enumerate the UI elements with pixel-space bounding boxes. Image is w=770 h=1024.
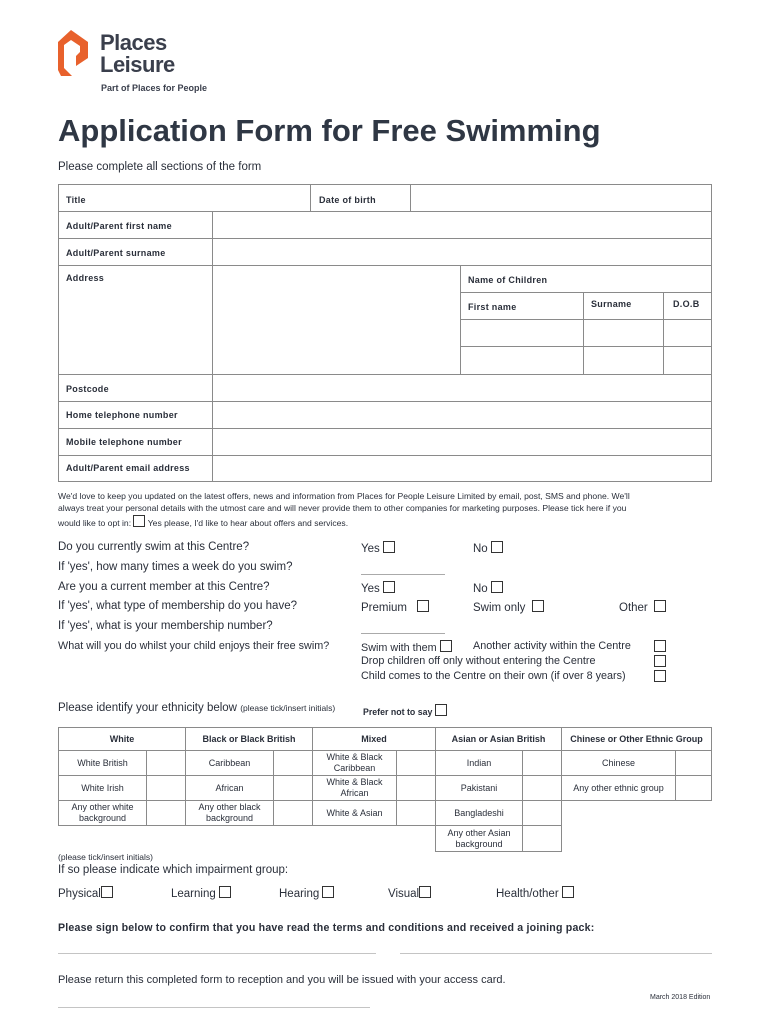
q3-no-checkbox[interactable] — [491, 581, 503, 593]
swim-only-text: Swim only — [473, 602, 526, 614]
eth-chinese: Chinese — [561, 750, 676, 776]
premium-label — [361, 600, 429, 614]
eth-bangladeshi: Bangladeshi — [435, 800, 523, 826]
mobile-tel-field[interactable] — [214, 430, 710, 454]
eth-other-black: Any other black background — [185, 800, 274, 826]
label-postcode: Postcode — [66, 384, 109, 394]
eth-mixed-wba-box[interactable] — [396, 775, 436, 801]
marketing-text-3 — [58, 515, 348, 528]
signature-line[interactable] — [58, 953, 376, 954]
dob-field[interactable] — [412, 186, 710, 210]
eth-header-asian: Asian or Asian British — [435, 727, 562, 751]
page-title: Application Form for Free Swimming — [58, 113, 601, 148]
eth-white-british-box[interactable] — [146, 750, 186, 776]
q1-no-label — [473, 541, 503, 555]
opt-own-label: Child comes to the Centre on their own (if over 8 years) — [361, 670, 626, 682]
eth-indian: Indian — [435, 750, 523, 776]
opt-swim-text: Swim with them — [361, 642, 437, 654]
hearing-checkbox[interactable] — [322, 886, 334, 898]
ethnicity-prompt — [58, 702, 335, 714]
eth-indian-box[interactable] — [522, 750, 562, 776]
q1-yes-label — [361, 541, 395, 555]
label-child-surname: Surname — [591, 299, 632, 309]
logo-line1: Places — [100, 30, 167, 55]
q3-yes-text: Yes — [361, 583, 380, 595]
opt-activity-label: Another activity within the Centre — [473, 640, 631, 652]
q1-no-checkbox[interactable] — [491, 541, 503, 553]
q1-yes-text: Yes — [361, 543, 380, 555]
date-line[interactable] — [400, 953, 712, 954]
logo-line2: Leisure — [100, 52, 175, 77]
marketing-text-2: always treat your personal details with the utmost care and will never provide them to other companies for marketing purposes. Please tick here if you — [58, 503, 627, 513]
q-swim-centre: Do you currently swim at this Centre? — [58, 541, 250, 553]
eth-other-asian: Any other Asian background — [435, 825, 523, 852]
times-week-input[interactable] — [361, 574, 445, 575]
edition-text: March 2018 Edition — [650, 994, 711, 1001]
eth-bangladeshi-box[interactable] — [522, 800, 562, 826]
opt-swim-checkbox[interactable] — [440, 640, 452, 652]
eth-chinese-box[interactable] — [675, 750, 712, 776]
label-title: Title — [66, 195, 86, 205]
email-field[interactable] — [214, 457, 710, 481]
eth-other-white-box[interactable] — [146, 800, 186, 826]
prefer-not-text: Prefer not to say — [363, 707, 433, 717]
visual-text: Visual — [388, 888, 420, 900]
label-dob: Date of birth — [319, 195, 376, 205]
q-member: Are you a current member at this Centre? — [58, 581, 270, 593]
opt-in-checkbox[interactable] — [133, 515, 145, 527]
places-logo-icon — [58, 28, 92, 78]
label-surname: Adult/Parent surname — [66, 248, 166, 258]
other-text: Other — [619, 602, 648, 614]
q1-no-text: No — [473, 543, 488, 555]
eth-mixed-wa-box[interactable] — [396, 800, 436, 826]
eth-mixed-wbc: White & Black Caribbean — [312, 750, 397, 776]
prefer-not-checkbox[interactable] — [435, 704, 447, 716]
q3-no-label — [473, 581, 503, 595]
return-instruction: Please return this completed form to reception and you will be issued with your access card. — [58, 974, 506, 986]
opt-activity-checkbox[interactable] — [654, 640, 666, 652]
marketing-opt-in-label: would like to opt in: — [58, 518, 132, 528]
eth-header-black: Black or Black British — [185, 727, 313, 751]
visual-checkbox[interactable] — [419, 886, 431, 898]
bottom-line — [58, 1007, 370, 1008]
marketing-opt-in-text: Yes please, I'd like to hear about offers and services. — [147, 518, 349, 528]
label-address: Address — [66, 273, 105, 283]
opt-swim-label — [361, 640, 452, 654]
address-field[interactable] — [214, 267, 458, 373]
q3-yes-label — [361, 581, 395, 595]
other-checkbox[interactable] — [654, 600, 666, 612]
eth-mixed-wa: White & Asian — [312, 800, 397, 826]
q-times-week: If 'yes', how many times a week do you swim? — [58, 561, 293, 573]
impairment-hearing — [279, 886, 334, 900]
eth-pakistani: Pakistani — [435, 775, 523, 801]
title-field[interactable] — [212, 186, 308, 210]
eth-other-black-box[interactable] — [273, 800, 313, 826]
opt-drop-checkbox[interactable] — [654, 655, 666, 667]
logo-tagline: Part of Places for People — [101, 83, 208, 93]
marketing-text-1: We'd love to keep you updated on the latest offers, news and information from Places for People Leisure Limited by email, post, SMS and phone. We'll — [58, 491, 630, 501]
premium-checkbox[interactable] — [417, 600, 429, 612]
eth-other-ethnic-box[interactable] — [675, 775, 712, 801]
eth-white-irish: White Irish — [58, 775, 147, 801]
label-children: Name of Children — [468, 275, 548, 285]
prefer-not-label — [363, 704, 447, 717]
eth-caribbean: Caribbean — [185, 750, 274, 776]
opt-own-checkbox[interactable] — [654, 670, 666, 682]
membership-number-input[interactable] — [361, 633, 445, 634]
intro-text: Please complete all sections of the form — [58, 161, 262, 173]
home-tel-field[interactable] — [214, 403, 710, 427]
first-name-field[interactable] — [214, 213, 710, 237]
eth-african: African — [185, 775, 274, 801]
surname-field[interactable] — [214, 240, 710, 264]
label-home-tel: Home telephone number — [66, 410, 178, 420]
physical-text: Physical — [58, 888, 101, 900]
swim-only-label — [473, 600, 544, 614]
health-checkbox[interactable] — [562, 886, 574, 898]
eth-mixed-wbc-box[interactable] — [396, 750, 436, 776]
ethnicity-hint: (please tick/insert initials) — [240, 703, 336, 713]
q-membership-type: If 'yes', what type of membership do you have? — [58, 600, 297, 612]
q-free-swim-activity: What will you do whilst your child enjoys their free swim? — [58, 640, 330, 652]
label-child-first: First name — [468, 302, 517, 312]
q3-yes-checkbox[interactable] — [383, 581, 395, 593]
eth-mixed-wba: White & Black African — [312, 775, 397, 801]
eth-caribbean-box[interactable] — [273, 750, 313, 776]
q1-yes-checkbox[interactable] — [383, 541, 395, 553]
label-first-name: Adult/Parent first name — [66, 221, 172, 231]
learning-text: Learning — [171, 888, 216, 900]
impairment-prompt: If so please indicate which impairment group: — [58, 864, 289, 876]
eth-header-white: White — [58, 727, 186, 751]
health-text: Health/other — [496, 888, 559, 900]
eth-african-box[interactable] — [273, 775, 313, 801]
impairment-visual — [388, 886, 431, 900]
opt-drop-label: Drop children off only without entering the Centre — [361, 655, 596, 667]
ethnicity-prompt-text: Please identify your ethnicity below — [58, 702, 237, 714]
impairment-learning — [171, 886, 231, 900]
eth-pakistani-box[interactable] — [522, 775, 562, 801]
eth-other-asian-box[interactable] — [522, 825, 562, 852]
physical-checkbox[interactable] — [101, 886, 113, 898]
q-membership-number: If 'yes', what is your membership number? — [58, 620, 273, 632]
learning-checkbox[interactable] — [219, 886, 231, 898]
premium-text: Premium — [361, 602, 408, 614]
impairment-physical — [58, 886, 113, 900]
eth-other-ethnic: Any other ethnic group — [561, 775, 676, 801]
eth-header-mixed: Mixed — [312, 727, 436, 751]
label-child-dob: D.O.B — [673, 299, 700, 309]
impairment-health — [496, 886, 574, 900]
eth-white-british: White British — [58, 750, 147, 776]
label-mobile-tel: Mobile telephone number — [66, 437, 182, 447]
other-label — [619, 600, 666, 614]
impairment-hint: (please tick/insert initials) — [58, 852, 153, 862]
label-email: Adult/Parent email address — [66, 463, 190, 473]
eth-header-chinese: Chinese or Other Ethnic Group — [561, 727, 712, 751]
swim-only-checkbox[interactable] — [532, 600, 544, 612]
logo — [58, 28, 218, 98]
eth-other-white: Any other white background — [58, 800, 147, 826]
postcode-field[interactable] — [214, 376, 710, 400]
q3-no-text: No — [473, 583, 488, 595]
eth-white-irish-box[interactable] — [146, 775, 186, 801]
sign-instruction: Please sign below to confirm that you have read the terms and conditions and received a joining pack: — [58, 922, 595, 934]
hearing-text: Hearing — [279, 888, 320, 900]
